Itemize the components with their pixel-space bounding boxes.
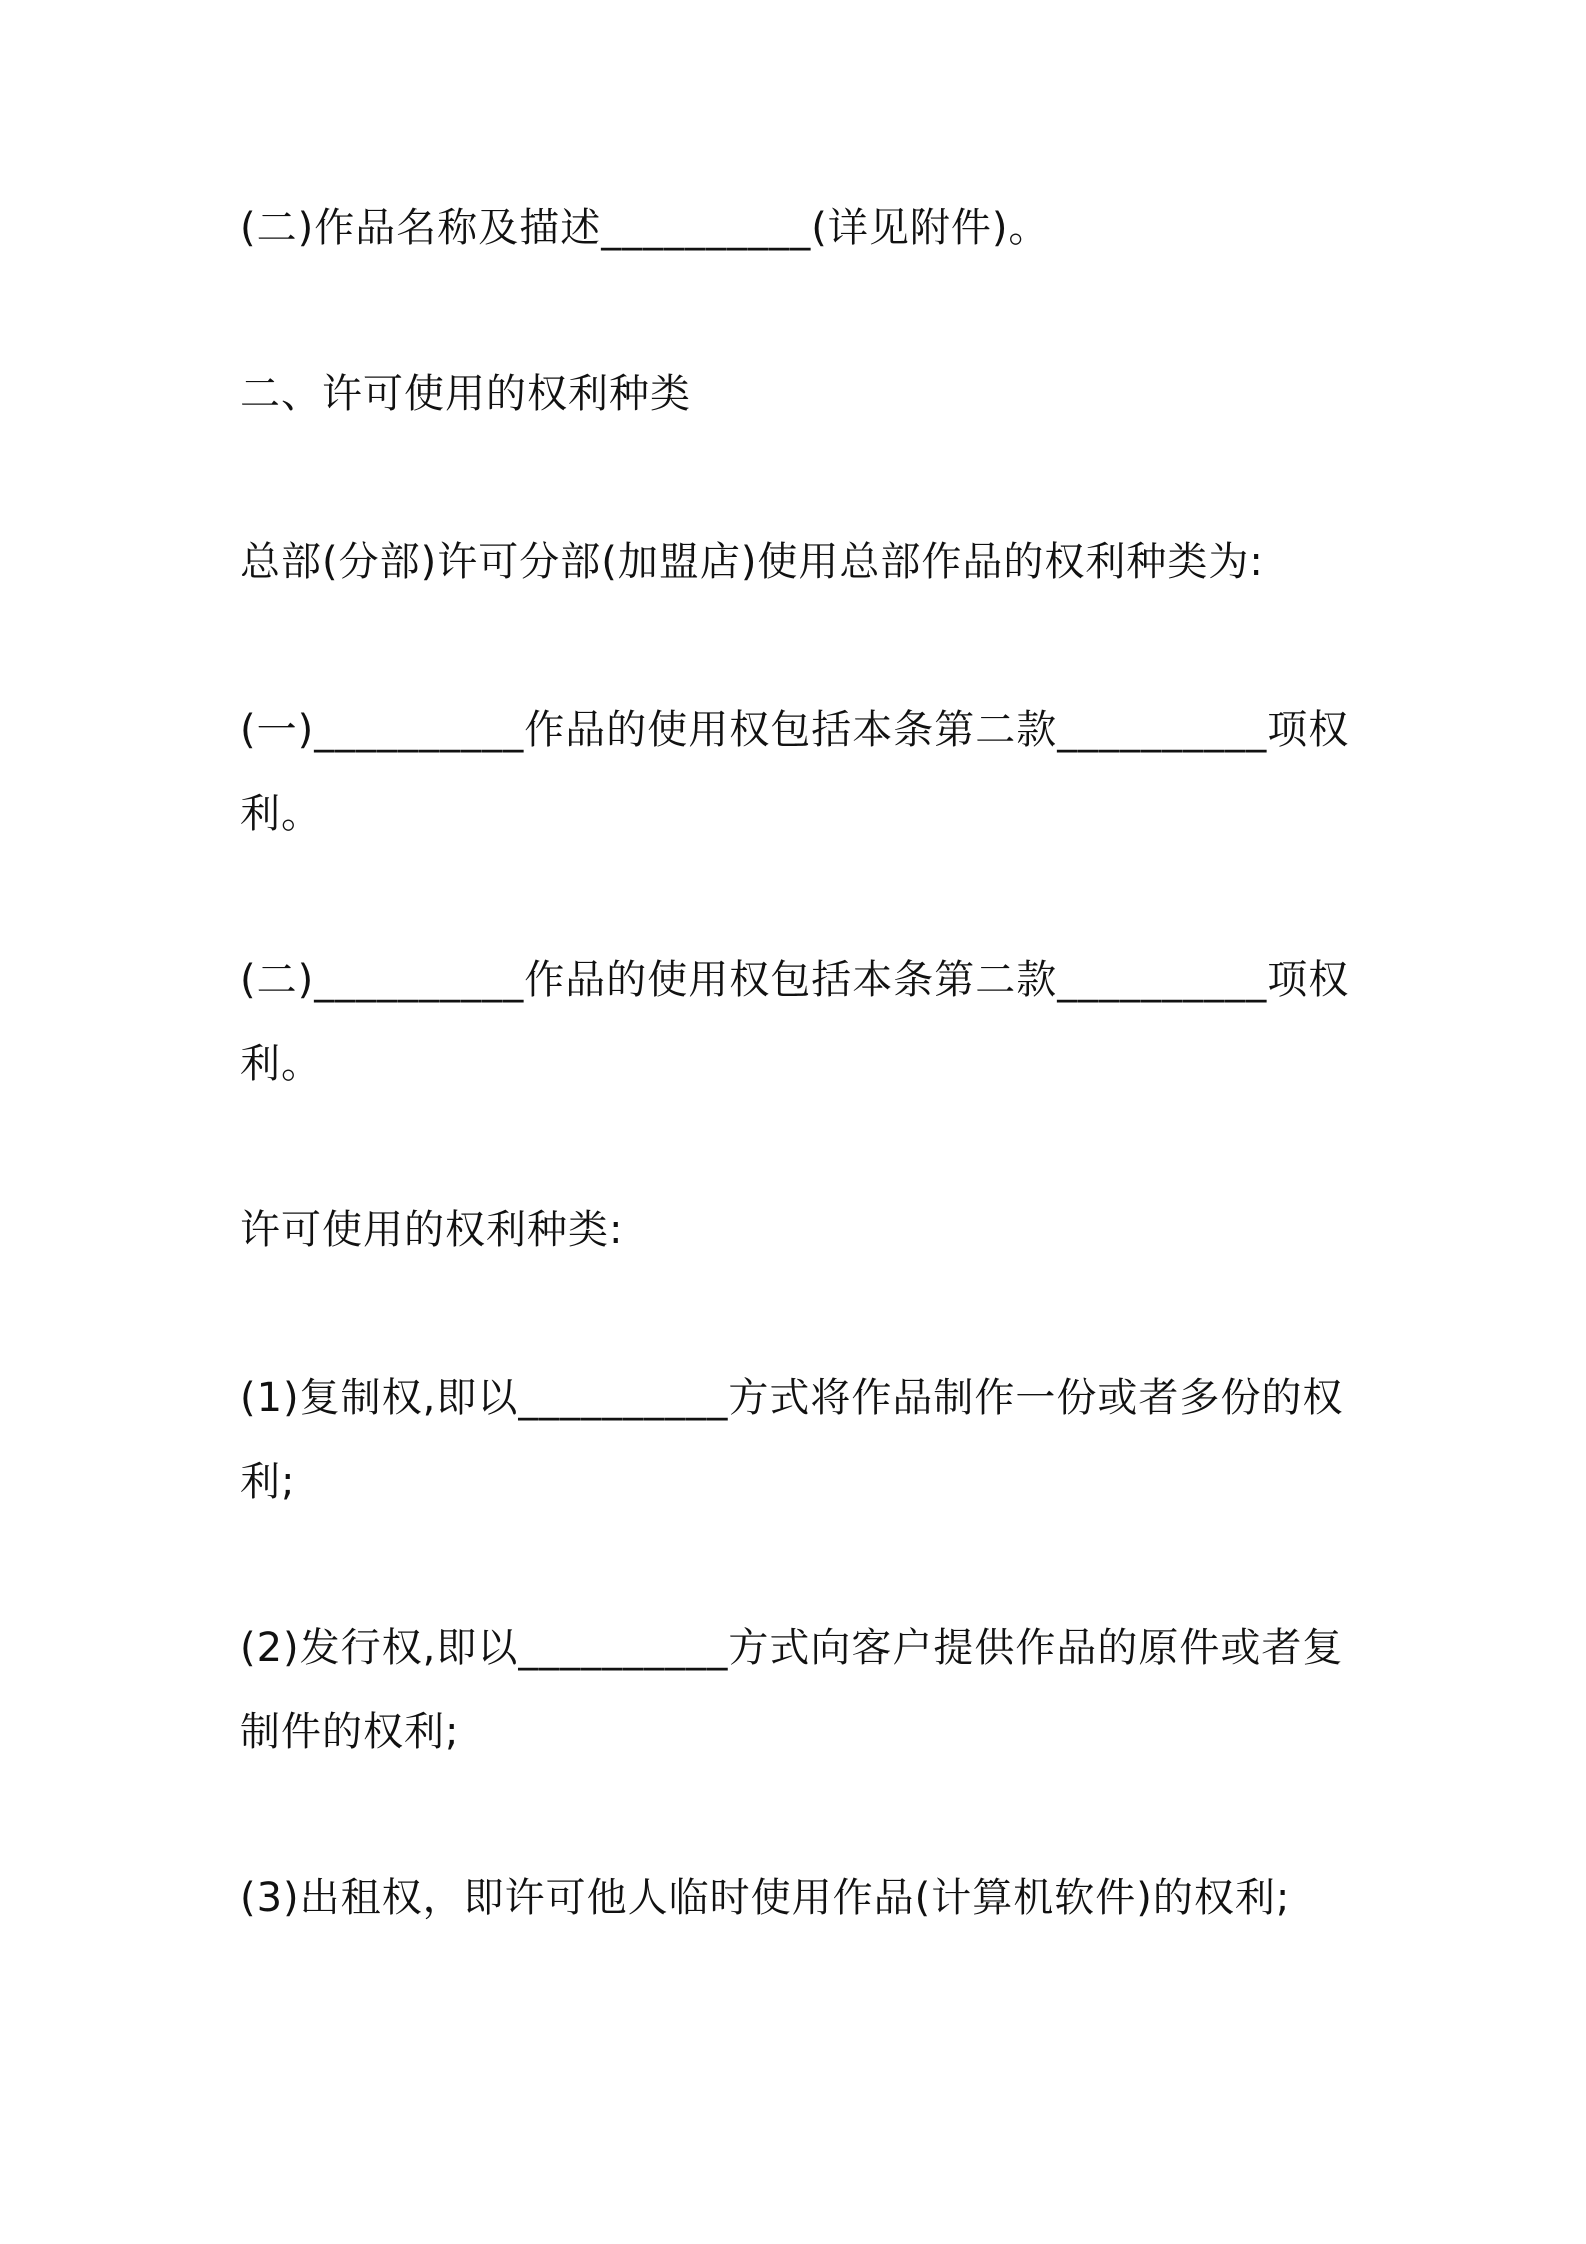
usage-right-clause-2: (二)__________作品的使用权包括本条第二款__________项权利。 <box>240 957 1350 1087</box>
section-heading-rights-types: 二、许可使用的权利种类 <box>240 371 691 417</box>
work-name-description-clause: (二)作品名称及描述__________(详见附件)。 <box>240 205 1050 251</box>
distribution-right-item: (2)发行权,即以__________方式向客户提供作品的原件或者复制件的权利; <box>240 1625 1344 1755</box>
reproduction-right-item: (1)复制权,即以__________方式将作品制作一份或者多份的权利; <box>240 1375 1344 1505</box>
rental-right-item: (3)出租权，即许可他人临时使用作品(计算机软件)的权利; <box>240 1875 1291 1921</box>
usage-right-clause-1: (一)__________作品的使用权包括本条第二款__________项权利。 <box>240 707 1350 837</box>
rights-types-subheading: 许可使用的权利种类: <box>240 1207 624 1253</box>
license-rights-intro: 总部(分部)许可分部(加盟店)使用总部作品的权利种类为: <box>240 539 1264 585</box>
